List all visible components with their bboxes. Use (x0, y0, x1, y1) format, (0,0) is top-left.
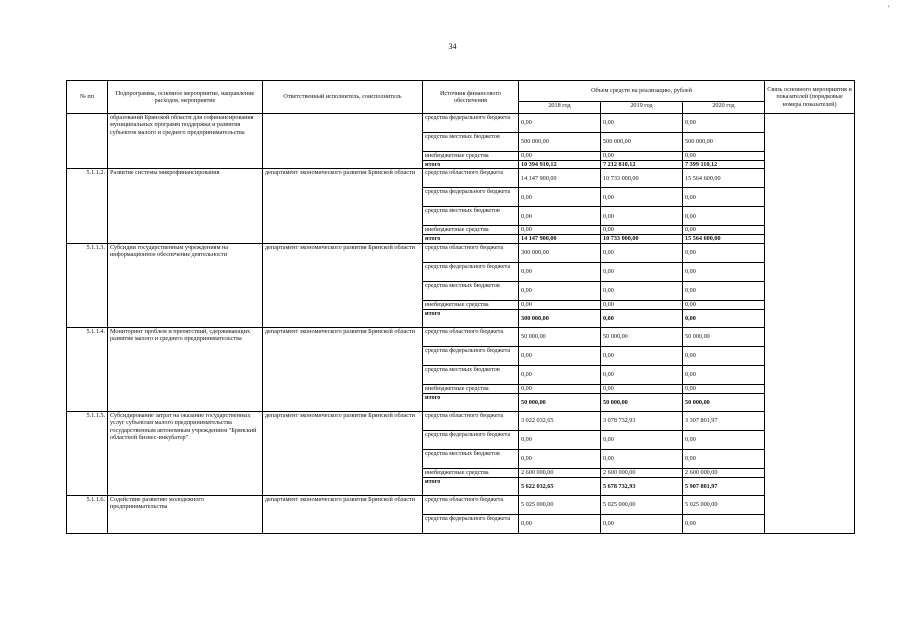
item-executor (263, 114, 423, 169)
amount-2019: 10 733 000,00 (601, 235, 683, 243)
funding-source: внебюджетные средства (423, 226, 519, 235)
header-executor: Ответственный исполнитель, соисполнитель (263, 81, 423, 114)
amount-2018: 0,00 (519, 346, 601, 365)
item-number: 5.1.1.3. (67, 243, 108, 327)
amount-2018: 14 147 900,00 (519, 169, 601, 188)
funding-source: внебюджетные средства (423, 384, 519, 393)
item-number: 5.1.1.6. (67, 495, 108, 533)
header-link: Связь основного мероприятия и показателей (порядковые номера показателей) (765, 81, 855, 114)
amount-2018: 0,00 (519, 152, 601, 161)
item-executor: департамент экономического развития Брянской области (263, 495, 423, 533)
amount-2018: 50 000,00 (519, 393, 601, 411)
item-title: Содействие развитию молодежного предпринимательства (108, 495, 263, 533)
item-number: 5.1.1.5. (67, 411, 108, 495)
amount-2019: 0,00 (601, 514, 683, 533)
funding-source: средства федерального бюджета (423, 262, 519, 281)
funding-source: средства местных бюджетов (423, 365, 519, 384)
amount-2018: 0,00 (519, 365, 601, 384)
amount-2018: 10 394 910,12 (519, 161, 601, 169)
header-year-2020: 2020 год (683, 102, 765, 114)
amount-2020: 2 600 000,00 (683, 468, 765, 477)
funding-source: средства федерального бюджета (423, 188, 519, 207)
amount-2018: 0,00 (519, 188, 601, 207)
funding-source: средства федерального бюджета (423, 430, 519, 449)
amount-2018: 0,00 (519, 226, 601, 235)
amount-2019: 0,00 (601, 300, 683, 309)
funding-source: итого (423, 235, 519, 243)
item-number: 5.1.1.4. (67, 327, 108, 411)
amount-2020: 0,00 (683, 262, 765, 281)
item-title: Субсидирование затрат на оказание государственных услуг субъектам малого предпринимательства государственным автономным учреждением "Брянский областной бизнес-инкубатор" (108, 411, 263, 495)
funding-source: итого (423, 161, 519, 169)
item-number (67, 114, 108, 169)
amount-2020: 0,00 (683, 346, 765, 365)
item-title: Развитие системы микрофинансирования (108, 169, 263, 243)
amount-2019: 0,00 (601, 346, 683, 365)
amount-2018: 0,00 (519, 281, 601, 300)
amount-2018: 500 000,00 (519, 133, 601, 152)
amount-2020: 3 307 801,97 (683, 411, 765, 430)
amount-2019: 5 025 000,00 (601, 495, 683, 514)
amount-2019: 0,00 (601, 114, 683, 133)
amount-2019: 2 600 000,00 (601, 468, 683, 477)
amount-2018: 14 147 900,00 (519, 235, 601, 243)
item-executor: департамент экономического развития Брянской области (263, 327, 423, 411)
amount-2019: 0,00 (601, 281, 683, 300)
funding-source: внебюджетные средства (423, 300, 519, 309)
table-body (67, 114, 855, 534)
item-title: Мониторинг проблем и препятствий, сдерживающих развитие малого и среднего предпринимательства (108, 327, 263, 411)
header-program: Подпрограмма, основное мероприятие, направление расходов, мероприятие (108, 81, 263, 114)
amount-2018: 0,00 (519, 300, 601, 309)
amount-2020: 5 907 801,97 (683, 477, 765, 495)
table-row (67, 495, 855, 514)
amount-2018: 3 022 032,65 (519, 411, 601, 430)
funding-source: средства местных бюджетов (423, 281, 519, 300)
amount-2019: 500 000,00 (601, 133, 683, 152)
amount-2019: 50 000,00 (601, 393, 683, 411)
item-executor: департамент экономического развития Брянской области (263, 169, 423, 243)
amount-2019: 0,00 (601, 152, 683, 161)
amount-2019: 0,00 (601, 309, 683, 327)
header-volume: Объем средств на реализацию, рублей (519, 81, 765, 102)
amount-2020: 0,00 (683, 430, 765, 449)
table-row (67, 243, 855, 262)
funding-source: средства федерального бюджета (423, 346, 519, 365)
amount-2020: 0,00 (683, 384, 765, 393)
header-source: Источник финансового обеспечения (423, 81, 519, 114)
table-row (67, 114, 855, 133)
amount-2019: 0,00 (601, 262, 683, 281)
amount-2018: 0,00 (519, 262, 601, 281)
amount-2019: 0,00 (601, 243, 683, 262)
item-title: Субсидии государственным учреждениям на информационное обеспечение деятельности (108, 243, 263, 327)
header-year-2019: 2019 год (601, 102, 683, 114)
item-executor: департамент экономического развития Брянской области (263, 411, 423, 495)
table-row (67, 169, 855, 188)
funding-source: средства местных бюджетов (423, 449, 519, 468)
header-year-2018: 2018 год (519, 102, 601, 114)
amount-2019: 50 000,00 (601, 327, 683, 346)
amount-2019: 0,00 (601, 365, 683, 384)
amount-2020: 0,00 (683, 226, 765, 235)
amount-2019: 0,00 (601, 430, 683, 449)
amount-2018: 2 600 000,00 (519, 468, 601, 477)
amount-2020: 0,00 (683, 114, 765, 133)
item-executor: департамент экономического развития Брянской области (263, 243, 423, 327)
amount-2018: 300 000,00 (519, 243, 601, 262)
amount-2020: 15 564 600,00 (683, 169, 765, 188)
amount-2020: 0,00 (683, 365, 765, 384)
funding-source: средства областного бюджета (423, 327, 519, 346)
amount-2019: 10 733 000,00 (601, 169, 683, 188)
amount-2019: 7 212 810,12 (601, 161, 683, 169)
amount-2020: 15 564 600,00 (683, 235, 765, 243)
amount-2018: 0,00 (519, 384, 601, 393)
funding-source: итого (423, 309, 519, 327)
funding-source: внебюджетные средства (423, 468, 519, 477)
amount-2020: 7 399 110,12 (683, 161, 765, 169)
item-number: 5.1.1.2. (67, 169, 108, 243)
budget-table (66, 80, 855, 534)
amount-2020: 50 000,00 (683, 393, 765, 411)
table-row (67, 327, 855, 346)
amount-2018: 5 025 000,00 (519, 495, 601, 514)
funding-source: средства федерального бюджета (423, 514, 519, 533)
amount-2020: 0,00 (683, 152, 765, 161)
amount-2018: 300 000,00 (519, 309, 601, 327)
amount-2020: 0,00 (683, 243, 765, 262)
amount-2020: 0,00 (683, 281, 765, 300)
item-title: образований Брянской области для софинансирования муниципальных программ поддержки и развития субъектов малого и среднего предпринимательства (108, 114, 263, 169)
amount-2020: 0,00 (683, 188, 765, 207)
header-num: № пп (67, 81, 108, 114)
amount-2020: 0,00 (683, 300, 765, 309)
amount-2018: 0,00 (519, 449, 601, 468)
amount-2020: 50 000,00 (683, 327, 765, 346)
indicator-link-cell (765, 114, 855, 534)
funding-source: средства областного бюджета (423, 495, 519, 514)
amount-2018: 0,00 (519, 207, 601, 226)
amount-2019: 0,00 (601, 226, 683, 235)
amount-2020: 500 000,00 (683, 133, 765, 152)
funding-source: средства федерального бюджета (423, 114, 519, 133)
funding-source: внебюджетные средства (423, 152, 519, 161)
amount-2020: 5 025 000,00 (683, 495, 765, 514)
amount-2019: 5 678 732,93 (601, 477, 683, 495)
amount-2019: 0,00 (601, 188, 683, 207)
amount-2018: 0,00 (519, 114, 601, 133)
amount-2020: 0,00 (683, 449, 765, 468)
amount-2018: 0,00 (519, 430, 601, 449)
table-row (67, 411, 855, 430)
funding-source: средства областного бюджета (423, 169, 519, 188)
amount-2019: 0,00 (601, 449, 683, 468)
funding-source: средства местных бюджетов (423, 133, 519, 152)
amount-2020: 0,00 (683, 514, 765, 533)
funding-source: средства областного бюджета (423, 243, 519, 262)
amount-2019: 0,00 (601, 207, 683, 226)
amount-2019: 0,00 (601, 384, 683, 393)
amount-2020: 0,00 (683, 309, 765, 327)
amount-2018: 50 000,00 (519, 327, 601, 346)
amount-2019: 3 078 732,93 (601, 411, 683, 430)
amount-2018: 0,00 (519, 514, 601, 533)
funding-source: средства местных бюджетов (423, 207, 519, 226)
funding-source: средства областного бюджета (423, 411, 519, 430)
amount-2018: 5 622 032,65 (519, 477, 601, 495)
page-number: 34 (448, 42, 457, 51)
funding-source: итого (423, 393, 519, 411)
edge-mark: ' (888, 4, 890, 13)
funding-source: итого (423, 477, 519, 495)
amount-2020: 0,00 (683, 207, 765, 226)
